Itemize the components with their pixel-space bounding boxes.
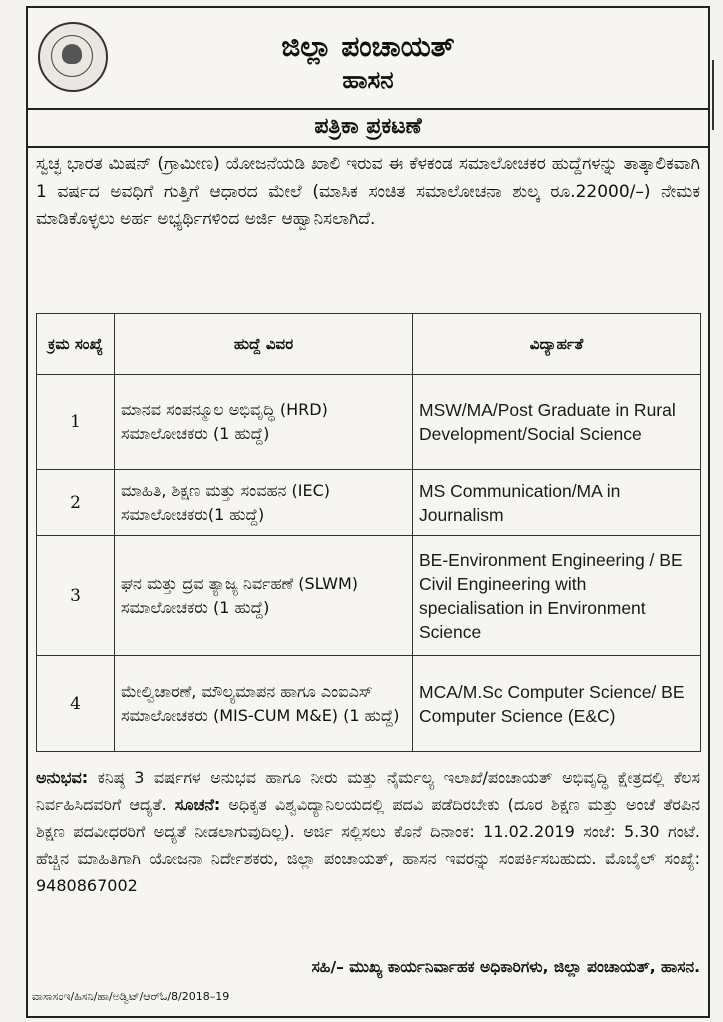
- row-post: ಘನ ಮತ್ತು ದ್ರವ ತ್ಯಾಜ್ಯ ನಿರ್ವಹಣೆ (SLWM) ಸಮಾಲೋಚಕರು (1 ಹುದ್ದೆ): [115, 536, 413, 656]
- row-post: ಮಾಹಿತಿ, ಶಿಕ್ಷಣ ಮತ್ತು ಸಂವಹನ (IEC) ಸಮಾಲೋಚಕರು(1 ಹುದ್ದೆ): [115, 470, 413, 536]
- posts-table: [36, 313, 701, 752]
- table-row: [37, 375, 701, 470]
- row-qualification: MS Communication/MA in Journalism: [413, 470, 701, 536]
- row-number: 2: [37, 470, 115, 536]
- row-number: 1: [37, 375, 115, 470]
- signature-line: ಸಹಿ/– ಮುಖ್ಯ ಕಾರ್ಯನಿರ್ವಾಹಕ ಅಧಿಕಾರಿಗಳು, ಜಿಲ್ಲಾ ಪಂಚಾಯತ್, ಹಾಸನ.: [311, 958, 700, 976]
- reference-number: ವಾಸಾಸಂಇ/ಹಿಸನಿ/ಹಾ/ಅಡ್ವಿಟ್/ಆರ್‌ಓ/8/2018–19: [32, 990, 230, 1003]
- org-name: ಜಿಲ್ಲಾ ಪಂಚಾಯತ್: [281, 30, 455, 63]
- row-qualification: BE-Environment Engineering / BE Civil Engineering with specialisation in Environment Science: [413, 536, 701, 656]
- edge-divider: [712, 60, 720, 130]
- notice-frame: [26, 6, 710, 1018]
- row-number: 4: [37, 656, 115, 752]
- note-text: ಅಧಿಕೃತ ವಿಶ್ವವಿದ್ಯಾನಿಲಯದಲ್ಲಿ ಪದವಿ ಪಡೆದಿರಬೇಕು (ದೂರ ಶಿಕ್ಷಣ ಮತ್ತು ಅಂಚೆ ತೆರಪಿನ ಶಿಕ್ಷಣ ಪದವೀಧರರಿಗೆ ಅದ್ಯತೆ ನೀಡಲಾಗುವುದಿಲ್ಲ). ಅರ್ಜಿ ಸಲ್ಲಿಸಲು ಕೊನೆ ದಿನಾಂಕ: 11.02.2019 ಸಂಜೆ: 5.30 ಗಂಟೆ. ಹೆಚ್ಚಿನ ಮಾಹಿತಿಗಾಗಿ ಯೋಜನಾ ನಿರ್ದೇಶಕರು, ಜಿಲ್ಲಾ ಪಂಚಾಯತ್, ಹಾಸನ ಇವರನ್ನು ಸಂಪರ್ಕಿಸಬಹುದು. ಮೊಬೈಲ್ ಸಂಖ್ಯೆ: 9480867002: [36, 795, 700, 895]
- column-header-post: ಹುದ್ದೆ ವಿವರ: [115, 314, 413, 375]
- row-post: ಮೇಲ್ವಿಚಾರಣೆ, ಮೌಲ್ಯಮಾಪನ ಹಾಗೂ ಎಂಐಎಸ್ ಸಮಾಲೋಚಕರು (MIS-CUM M&E) (1 ಹುದ್ದೆ): [115, 656, 413, 752]
- note-label: ಸೂಚನೆ:: [174, 795, 221, 814]
- table-row: [37, 536, 701, 656]
- notice-header: [28, 8, 708, 110]
- row-qualification: MSW/MA/Post Graduate in Rural Development/Social Science: [413, 375, 701, 470]
- experience-label: ಅನುಭವ:: [36, 768, 89, 787]
- intro-paragraph: ಸ್ವಚ್ಛ ಭಾರತ ಮಿಷನ್ (ಗ್ರಾಮೀಣ) ಯೋಜನೆಯಡಿ ಖಾಲಿ ಇರುವ ಈ ಕೆಳಕಂಡ ಸಮಾಲೋಚಕರ ಹುದ್ದೆಗಳನ್ನು ತಾತ್ಕಾಲಿಕವಾಗಿ 1 ವರ್ಷದ ಅವಧಿಗೆ ಗುತ್ತಿಗೆ ಆಧಾರದ ಮೇಲೆ (ಮಾಸಿಕ ಸಂಚಿತ ಸಮಾಲೋಚನಾ ಶುಲ್ಕ ರೂ.22000/–) ನೇಮಕ ಮಾಡಿಕೊಳ್ಳಲು ಅರ್ಹ ಅಭ್ಯರ್ಥಿಗಳಿಂದ ಅರ್ಜಿ ಆಹ್ವಾನಿಸಲಾಗಿದೆ.: [36, 154, 700, 229]
- column-header-serial: ಕ್ರಮ ಸಂಖ್ಯೆ: [37, 314, 115, 375]
- experience-text: ಕನಿಷ್ಠ 3 ವರ್ಷಗಳ ಅನುಭವ ಹಾಗೂ ನೀರು ಮತ್ತು ನೈರ್ಮಲ್ಯ ಇಲಾಖೆ/ಪಂಚಾಯತ್ ಅಭಿವೃದ್ಧಿ ಕ್ಷೇತ್ರದಲ್ಲಿ ಕೆಲಸ ನಿರ್ವಹಿಸಿದವರಿಗೆ ಆದ್ಯತೆ.: [36, 768, 700, 814]
- table-row: [37, 470, 701, 536]
- column-header-qualification: ವಿದ್ಯಾರ್ಹತೆ: [413, 314, 701, 375]
- notice-title: ಪತ್ರಿಕಾ ಪ್ರಕಟಣೆ: [28, 108, 708, 148]
- row-number: 3: [37, 536, 115, 656]
- row-qualification: MCA/M.Sc Computer Science/ BE Computer Science (E&C): [413, 656, 701, 752]
- row-post: ಮಾನವ ಸಂಪನ್ಮೂಲ ಅಭಿವೃದ್ಧಿ (HRD) ಸಮಾಲೋಚಕರು (1 ಹುದ್ದೆ): [115, 375, 413, 470]
- table-header-row: [37, 314, 701, 375]
- table-row: [37, 656, 701, 752]
- footer-notes: [36, 764, 700, 899]
- org-district: ಹಾಸನ: [342, 66, 394, 94]
